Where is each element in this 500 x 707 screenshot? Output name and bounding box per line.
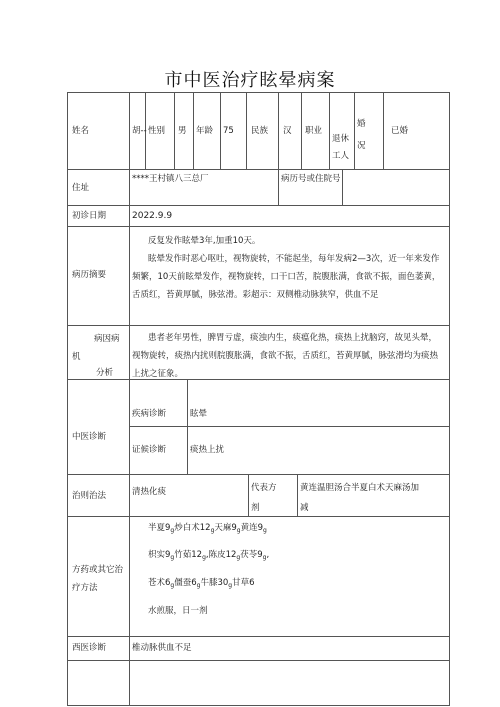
row-divider [68,474,449,475]
disease-diagnosis-value: 眩晕 [190,409,208,419]
etiology-label: 病因病 [94,334,120,344]
disease-diagnosis-label: 疾病诊断 [132,409,167,419]
prescription-label: 方药或其它治 [72,565,124,575]
col-divider [301,93,302,169]
first-visit-date: 2022.9.9 [132,211,173,221]
page-title: 市中医治疗眩晕病案 [164,70,336,91]
col-divider [187,379,188,474]
row-divider [68,169,449,170]
prescription-line-4: 水煎服，日一剂 [148,606,208,616]
col-divider [193,93,194,169]
col-divider [329,93,330,169]
first-visit-label: 初诊日期 [72,211,107,221]
prescription-line-3: 苍术$6_g$僵蚕$6_g$牛膝$30_g$甘草6 [148,578,255,589]
age-value: 75 [223,126,234,136]
case-record-table [67,92,450,706]
sex-value: 男 [178,126,187,136]
col-divider [383,93,384,169]
treatment-principle-label: 治则治法 [72,491,107,501]
prescription-line-2: 枳实$9_g$竹茹$12_g$,陈皮$12_g$茯苓$9_g$, [148,550,270,561]
row-divider [68,660,449,661]
address-value: ****王村镇八三总厂 [132,174,209,184]
col-divider [174,93,175,169]
name-label: 姓名 [72,126,90,136]
history-label: 病历摘要 [72,270,107,280]
etiology-text: 患者老年男性，脾胃亏虚，痰浊内生，痰瘟化热，痰热上扰脑窍，故见头晕，视物旋转，痰热内扰则脘腹胀满，食欲不振，舌质红，苔黄厚腻，脉弦滑均为痰热上扰之征象。 [132,333,439,379]
col-divider [129,93,130,205]
col-divider [129,205,130,706]
occupation-label: 职业 [305,126,323,136]
record-no-label: 病历号或住院号 [281,174,341,184]
marital-value: 已婚 [391,126,409,136]
col-divider [278,93,279,205]
col-divider [248,474,249,516]
etiology-label: 分析 [96,368,114,378]
prescription-line-1: 半夏$9_g$炒白术$12_g$天麻$9_g$黄连$9_g$ [148,523,267,534]
history-detail: 眩晕发作时恶心呕吐，视物旋转，不能起坐，每年发病2—3次，近一年来发作频繁，10天前眩晕发作，视物旋转，口干口苦，脘腹胀满，食欲不振，面色萎黄，舌质红，苔黄厚腻，脉弦滑。彩超示：双侧椎动脉狭窄，供血不足 [132,254,441,300]
marital-label: 婚况 [357,119,366,151]
formula-value: 减 [300,503,309,513]
prescription-label: 疗方法 [72,583,98,593]
formula-label: 代表方 [251,483,277,493]
row-divider [68,226,449,227]
age-label: 年龄 [196,126,214,136]
syndrome-diagnosis-label: 证候诊断 [132,445,167,455]
treatment-principle-value: 清热化痰 [132,487,167,497]
row-divider [68,205,449,206]
syndrome-diagnosis-value: 痰热上扰 [190,445,225,455]
ethnicity-value: 汉 [283,126,292,136]
col-divider [354,93,355,169]
col-divider [220,93,221,169]
western-diagnosis-label: 西医诊断 [72,643,107,653]
col-divider [246,93,247,169]
history-chief-complaint: 反复发作眩晕3年,加重10天。 [148,236,261,246]
ethnicity-label: 民族 [251,126,269,136]
western-diagnosis-value: 椎动脉供血不足 [132,643,192,653]
etiology-label: 机 [72,352,81,362]
tcm-diagnosis-label: 中医诊断 [72,432,107,442]
name-value: 胡-- [132,126,147,136]
formula-label: 剂 [251,503,260,513]
address-label: 住址 [72,183,90,193]
row-divider [68,516,449,517]
row-divider [129,426,449,427]
formula-value: 黄连温胆汤合半夏白术天麻汤加 [300,483,420,493]
row-divider [68,325,449,326]
sex-label: 性别 [148,126,166,136]
occupation-value: 退休工人 [332,134,350,161]
row-divider [68,636,449,637]
col-divider [297,474,298,516]
